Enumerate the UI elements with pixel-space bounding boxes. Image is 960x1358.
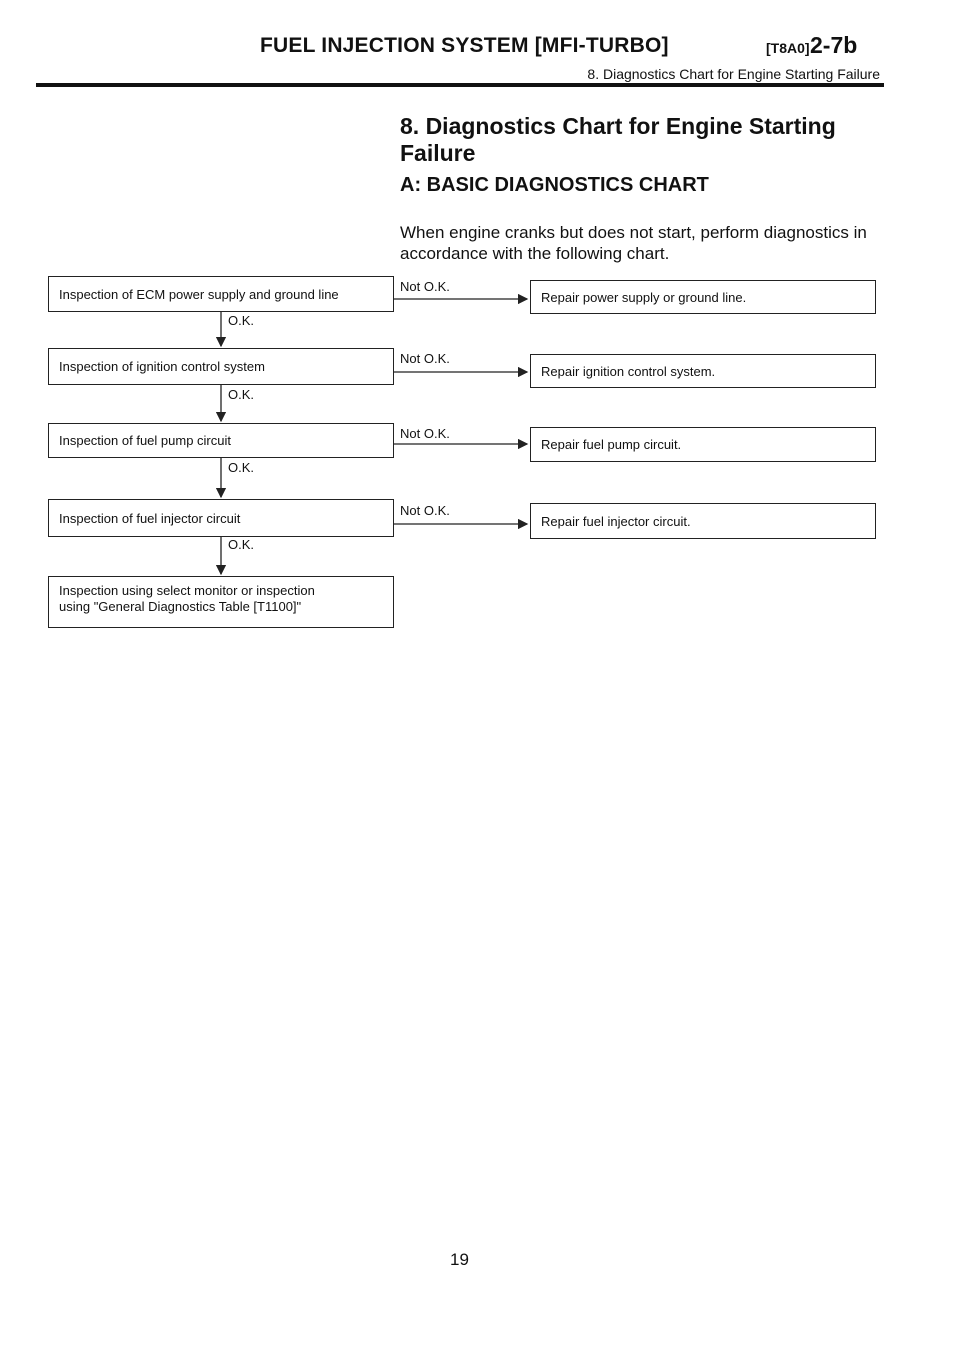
not-ok-label-1: Not O.K. [400,279,450,294]
repair-box-fuel-pump: Repair fuel pump circuit. [530,427,876,462]
repair-box-power: Repair power supply or ground line. [530,280,876,314]
section-subtitle: A: BASIC DIAGNOSTICS CHART [400,174,709,196]
general-line-1: Inspection using select monitor or inspection [59,583,315,598]
not-ok-label-3: Not O.K. [400,426,450,441]
not-ok-label-4: Not O.K. [400,503,450,518]
inspection-box-fuel-injector: Inspection of fuel injector circuit [48,499,394,537]
ok-label-1: O.K. [228,313,255,328]
ok-label-2: O.K. [228,387,255,402]
intro-paragraph: When engine cranks but does not start, perform diagnostics in accordance with the following chart. [400,223,867,263]
header-page-ref: 2-7b [810,32,858,58]
repair-box-ignition: Repair ignition control system. [530,354,876,388]
repair-box-fuel-injector: Repair fuel injector circuit. [530,503,876,539]
page-number: 19 [450,1250,469,1269]
section-title: 8. Diagnostics Chart for Engine Starting Failure [400,113,836,166]
not-ok-label-2: Not O.K. [400,351,450,366]
header-subtitle: 8. Diagnostics Chart for Engine Starting Failure [587,66,880,82]
inspection-box-ecm: Inspection of ECM power supply and ground line [48,276,394,312]
inspection-box-fuel-pump: Inspection of fuel pump circuit [48,423,394,458]
header-section-code: [T8A0] [766,40,810,56]
ok-label-4: O.K. [228,537,255,552]
ok-label-3: O.K. [228,460,255,475]
header-title: FUEL INJECTION SYSTEM [MFI-TURBO] [260,34,669,57]
general-line-2: using "General Diagnostics Table [T1100]" [59,599,302,614]
inspection-box-general [48,576,394,628]
inspection-box-ignition: Inspection of ignition control system [48,348,394,385]
